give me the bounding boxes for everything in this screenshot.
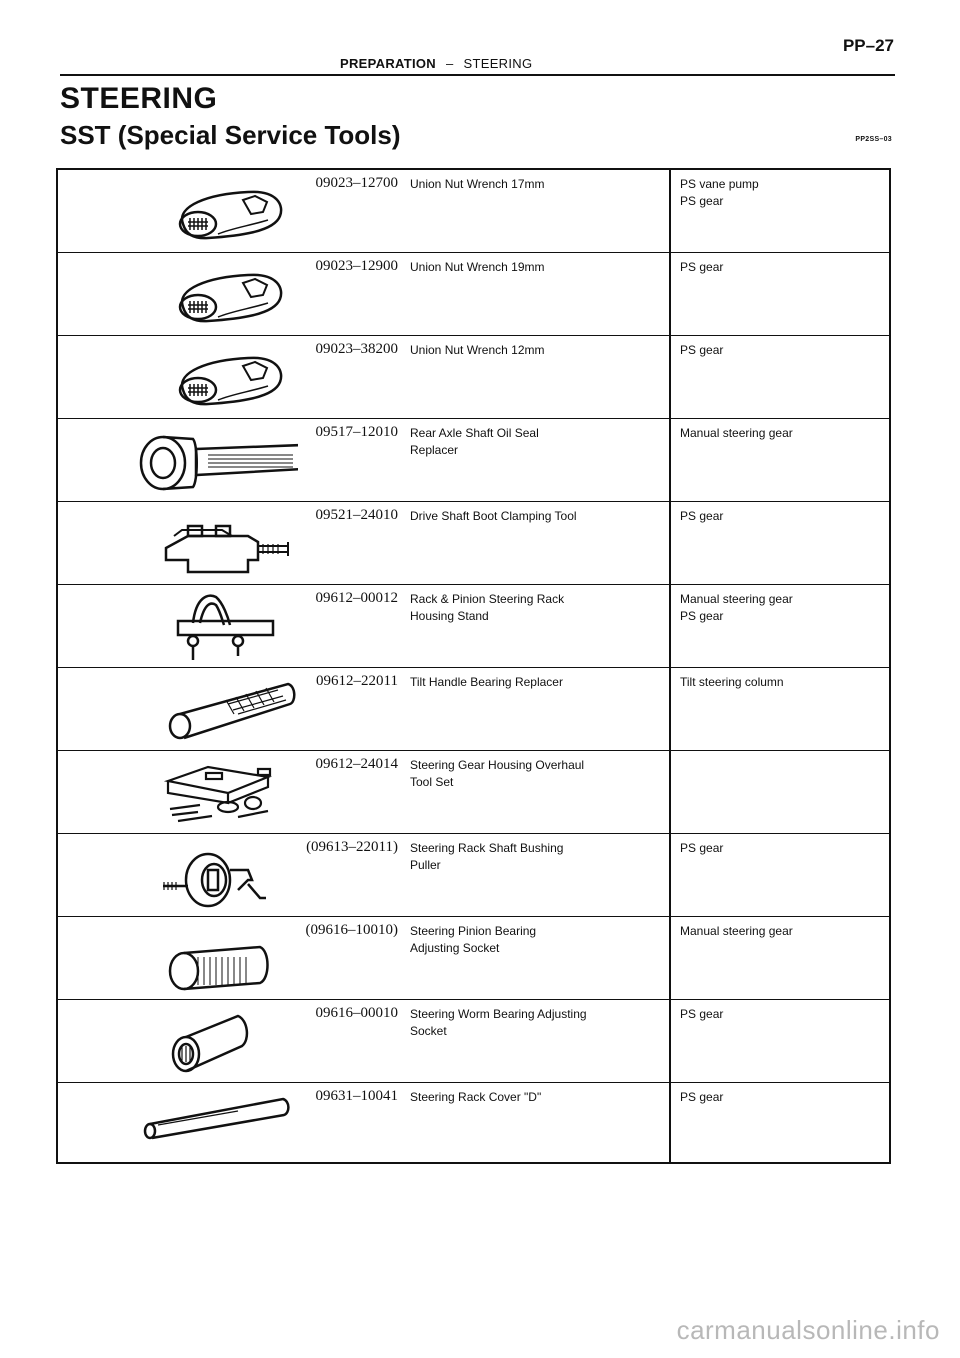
column-divider: [669, 1083, 671, 1162]
application: [680, 425, 880, 442]
tool-name: [410, 757, 660, 791]
tool-name-line: Drive Shaft Boot Clamping Tool: [410, 509, 577, 523]
application-line: PS gear: [680, 841, 724, 855]
union-nut-wrench-icon: [98, 342, 298, 414]
tool-row: [58, 502, 889, 585]
tool-row: [58, 419, 889, 502]
adjusting-socket-icon: [98, 923, 298, 995]
application-line: PS gear: [680, 343, 724, 357]
section-title: STEERING: [60, 82, 218, 115]
column-divider: [669, 502, 671, 584]
tool-row: [58, 253, 889, 336]
part-number: 09517–12010: [315, 424, 398, 440]
part-number: 09023–38200: [315, 341, 398, 357]
application-line: PS gear: [680, 194, 724, 208]
tool-name-line: Union Nut Wrench 19mm: [410, 260, 545, 274]
part-number: (09613–22011): [306, 839, 398, 855]
application-line: PS gear: [680, 609, 724, 623]
tool-name-line: Housing Stand: [410, 609, 489, 623]
tool-name: [410, 259, 660, 276]
boot-clamping-tool-icon: [98, 508, 298, 580]
header-subsection: STEERING: [463, 56, 533, 71]
tool-row: [58, 336, 889, 419]
part-number: 09612–00012: [315, 590, 398, 606]
header-separator: –: [446, 56, 454, 71]
application: [680, 840, 880, 857]
document-code: PP2SS–03: [855, 136, 892, 143]
tool-row: [58, 917, 889, 1000]
part-number: (09616–10010): [305, 922, 398, 938]
application-line: Manual steering gear: [680, 592, 793, 606]
tool-name-line: Steering Rack Cover "D": [410, 1090, 542, 1104]
column-divider: [669, 419, 671, 501]
bearing-replacer-icon: [98, 674, 298, 746]
part-number: 09612–24014: [315, 756, 398, 772]
watermark-text: carmanualsonline.info: [676, 1315, 940, 1345]
tool-name-line: Steering Worm Bearing Adjusting: [410, 1007, 587, 1021]
tool-name-line: Steering Pinion Bearing: [410, 924, 537, 938]
rack-cover-rod-icon: [98, 1089, 298, 1161]
column-divider: [669, 668, 671, 750]
tool-row: [58, 170, 889, 253]
tool-row: [58, 1000, 889, 1083]
worm-bearing-socket-icon: [98, 1006, 298, 1078]
union-nut-wrench-icon: [98, 176, 298, 248]
tool-name-line: Adjusting Socket: [410, 941, 500, 955]
application: [680, 591, 880, 625]
tool-name: [410, 1006, 660, 1040]
part-number: 09612–22011: [316, 673, 398, 689]
tool-name: [410, 923, 660, 957]
tool-row: [58, 751, 889, 834]
tool-row: [58, 834, 889, 917]
application: [680, 508, 880, 525]
tool-row: [58, 668, 889, 751]
application: [680, 259, 880, 276]
tool-name: [410, 1089, 660, 1106]
column-divider: [669, 585, 671, 667]
tool-name: [410, 508, 660, 525]
application-line: PS gear: [680, 509, 724, 523]
application-line: Manual steering gear: [680, 426, 793, 440]
application: [680, 342, 880, 359]
tool-set-icon: [98, 757, 298, 829]
column-divider: [669, 751, 671, 833]
part-number: 09023–12900: [315, 258, 398, 274]
application-line: PS gear: [680, 260, 724, 274]
tool-name-line: Union Nut Wrench 17mm: [410, 177, 545, 191]
application-line: PS gear: [680, 1007, 724, 1021]
part-number: 09521–24010: [315, 507, 398, 523]
column-divider: [669, 917, 671, 999]
application: [680, 674, 880, 691]
header-section: PREPARATION: [340, 56, 436, 71]
tool-name: [410, 591, 660, 625]
tool-row: [58, 1083, 889, 1162]
column-divider: [669, 336, 671, 418]
tool-name: [410, 840, 660, 874]
application-line: PS gear: [680, 1090, 724, 1104]
bushing-puller-icon: [98, 840, 298, 912]
tool-name-line: Union Nut Wrench 12mm: [410, 343, 545, 357]
column-divider: [669, 834, 671, 916]
tool-name-line: Steering Rack Shaft Bushing: [410, 841, 564, 855]
page-number: PP–27: [842, 36, 894, 55]
tool-name-line: Replacer: [410, 443, 459, 457]
sst-tool-table: [56, 168, 891, 1164]
tool-name: [410, 674, 660, 691]
part-number: 09631–10041: [315, 1088, 398, 1104]
tool-name-line: Rear Axle Shaft Oil Seal: [410, 426, 539, 440]
application: [680, 176, 880, 210]
housing-stand-icon: [98, 591, 298, 663]
section-subtitle: SST (Special Service Tools): [60, 120, 401, 150]
tool-name: [410, 342, 660, 359]
column-divider: [669, 253, 671, 335]
part-number: 09023–12700: [315, 175, 398, 191]
application: [680, 1006, 880, 1023]
running-head: [340, 56, 532, 71]
tool-name-line: Puller: [410, 858, 441, 872]
tool-name-line: Steering Gear Housing Overhaul: [410, 758, 585, 772]
part-number: 09616–00010: [315, 1005, 398, 1021]
application: [680, 1089, 880, 1106]
union-nut-wrench-icon: [98, 259, 298, 331]
tool-row: [58, 585, 889, 668]
tool-name-line: Socket: [410, 1024, 447, 1038]
tool-name-line: Tool Set: [410, 775, 454, 789]
application-line: Tilt steering column: [680, 675, 784, 689]
application-line: Manual steering gear: [680, 924, 793, 938]
tool-name: [410, 425, 660, 459]
tool-name-line: Rack & Pinion Steering Rack: [410, 592, 565, 606]
column-divider: [669, 1000, 671, 1082]
application-line: PS vane pump: [680, 177, 759, 191]
column-divider: [669, 170, 671, 252]
application: [680, 923, 880, 940]
tool-name-line: Tilt Handle Bearing Replacer: [410, 675, 563, 689]
tool-name: [410, 176, 660, 193]
oil-seal-replacer-icon: [98, 425, 298, 497]
header-rule: [60, 74, 895, 76]
